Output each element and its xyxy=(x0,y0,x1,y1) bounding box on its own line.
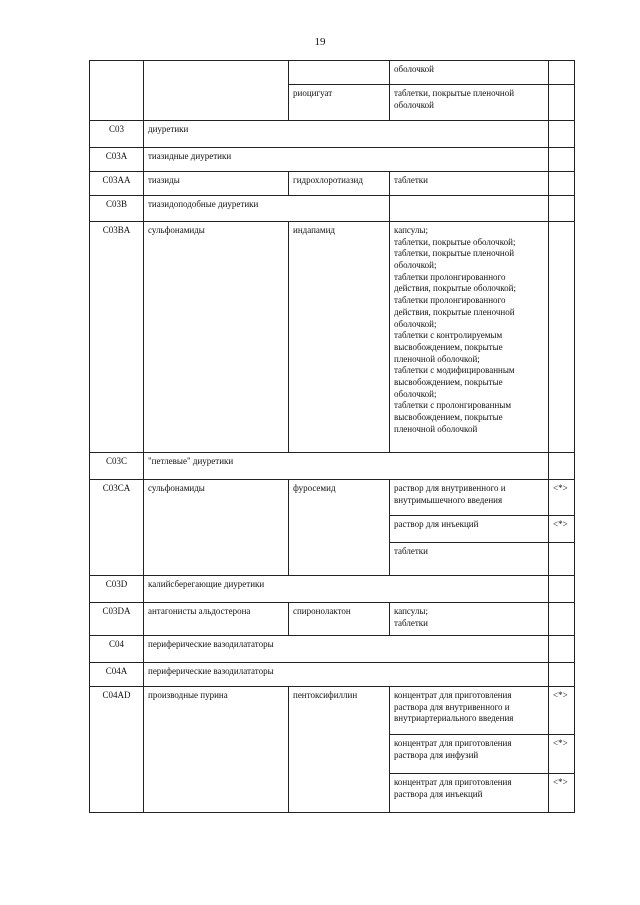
atc-code-cell: C03AA xyxy=(90,172,144,196)
table-row xyxy=(90,196,575,222)
atc-code-cell: C04AD xyxy=(90,687,144,813)
form-cell: таблетки xyxy=(390,172,549,196)
group-cell: диуретики xyxy=(144,121,549,148)
note-cell xyxy=(549,636,575,663)
group-cell: сульфонамиды xyxy=(144,222,289,453)
table-row xyxy=(90,61,575,85)
form-cell: капсулы; таблетки, покрытые оболочкой; таблетки, покрытые пленочной оболочкой; таблетки пролонгированного действия, покрытые оболочкой; таблетки пролонгированного действия, покрытые пленочной оболочкой; таблетки с контролируемым высвобождением, покрытые пленочной оболочкой; таблетки с модифицированным высвобождением, покрытые оболочкой; таблетки с пролонгированным высвобождением, покрытые пленочной оболочкой xyxy=(390,222,549,453)
form-cell xyxy=(390,196,549,222)
table-row xyxy=(90,480,575,516)
note-cell xyxy=(549,222,575,453)
note-cell xyxy=(549,663,575,687)
note-cell xyxy=(549,148,575,172)
form-cell: концентрат для приготовления раствора для внутривенного и внутриартериального введения xyxy=(390,687,549,735)
form-cell: таблетки xyxy=(390,543,549,576)
atc-code-cell: C03A xyxy=(90,148,144,172)
note-cell: <*> xyxy=(549,735,575,774)
form-cell: оболочкой xyxy=(390,61,549,85)
note-cell xyxy=(549,576,575,603)
form-cell: раствор для внутривенного и внутримышечного введения xyxy=(390,480,549,516)
table-row xyxy=(90,663,575,687)
page-number: 19 xyxy=(314,36,326,48)
note-cell xyxy=(549,172,575,196)
drug-cell: фуросемид xyxy=(289,480,390,576)
note-cell: <*> xyxy=(549,774,575,813)
drug-cell xyxy=(289,61,390,85)
medication-table xyxy=(89,60,575,813)
atc-code-cell: C03C xyxy=(90,453,144,480)
note-cell xyxy=(549,603,575,636)
form-cell: таблетки, покрытые пленочной оболочкой xyxy=(390,85,549,121)
note-cell xyxy=(549,196,575,222)
drug-cell: риоцигуат xyxy=(289,85,390,121)
group-cell: тиазиды xyxy=(144,172,289,196)
atc-code-cell: C03BA xyxy=(90,222,144,453)
form-cell: концентрат для приготовления раствора для инфузий xyxy=(390,735,549,774)
note-cell: <*> xyxy=(549,516,575,543)
group-cell: антагонисты альдостерона xyxy=(144,603,289,636)
atc-code-cell: C03B xyxy=(90,196,144,222)
group-cell: тиазидные диуретики xyxy=(144,148,549,172)
form-cell: концентрат для приготовления раствора для инъекций xyxy=(390,774,549,813)
group-cell: сульфонамиды xyxy=(144,480,289,576)
group-cell: периферические вазодилататоры xyxy=(144,636,549,663)
drug-cell: спиронолактон xyxy=(289,603,390,636)
group-cell: калийсберегающие диуретики xyxy=(144,576,549,603)
form-cell: раствор для инъекций xyxy=(390,516,549,543)
drug-cell: гидрохлоротиазид xyxy=(289,172,390,196)
table-row xyxy=(90,687,575,735)
note-cell xyxy=(549,543,575,576)
table-row xyxy=(90,453,575,480)
drug-cell: индапамид xyxy=(289,222,390,453)
table-row xyxy=(90,222,575,453)
table-row xyxy=(90,172,575,196)
group-cell xyxy=(144,61,289,121)
group-cell: периферические вазодилататоры xyxy=(144,663,549,687)
table-row xyxy=(90,576,575,603)
drug-cell: пентоксифиллин xyxy=(289,687,390,813)
table-row xyxy=(90,603,575,636)
note-cell xyxy=(549,85,575,121)
note-cell xyxy=(549,61,575,85)
note-cell: <*> xyxy=(549,480,575,516)
group-cell: "петлевые" диуретики xyxy=(144,453,549,480)
atc-code-cell: C04A xyxy=(90,663,144,687)
group-cell: тиазидоподобные диуретики xyxy=(144,196,390,222)
atc-code-cell: C03 xyxy=(90,121,144,148)
group-cell: производные пурина xyxy=(144,687,289,813)
note-cell: <*> xyxy=(549,687,575,735)
atc-code-cell: C03DA xyxy=(90,603,144,636)
table-row xyxy=(90,121,575,148)
note-cell xyxy=(549,453,575,480)
atc-code-cell: C04 xyxy=(90,636,144,663)
note-cell xyxy=(549,121,575,148)
table-row xyxy=(90,148,575,172)
atc-code-cell: C03CA xyxy=(90,480,144,576)
table-row xyxy=(90,636,575,663)
atc-code-cell xyxy=(90,61,144,121)
atc-code-cell: C03D xyxy=(90,576,144,603)
form-cell: капсулы; таблетки xyxy=(390,603,549,636)
